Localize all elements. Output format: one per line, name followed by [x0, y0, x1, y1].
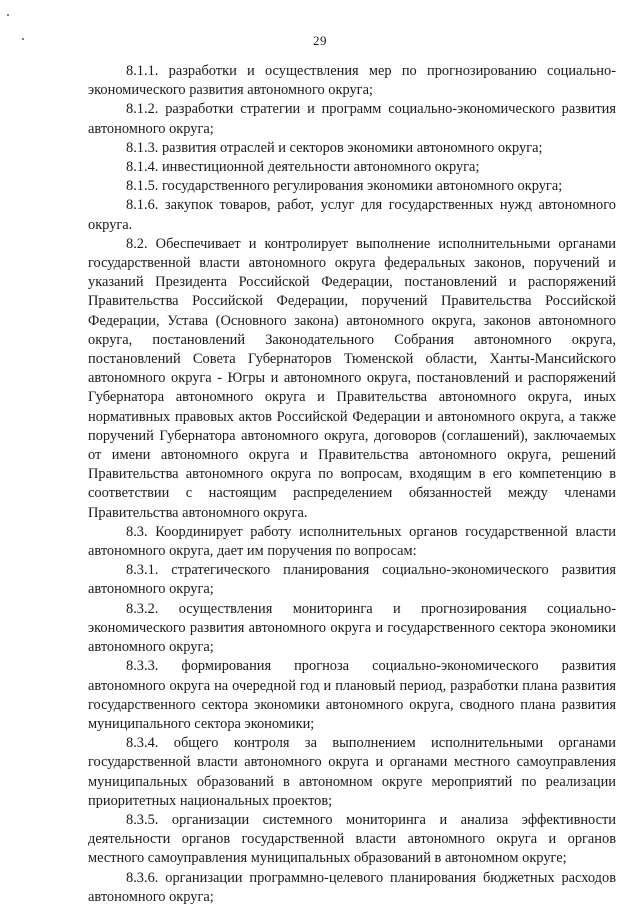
- scan-speck: [7, 14, 9, 16]
- paragraph-8-1-1: 8.1.1. разработки и осуществления мер по прогнозированию социально-экономического развития автономного округа;: [88, 63, 616, 99]
- paragraph-8-3-1: 8.3.1. стратегического планирования социально-экономического развития автономного округа;: [88, 562, 616, 598]
- paragraph-8-1-3: 8.1.3. развития отраслей и секторов экономики автономного округа;: [126, 139, 543, 156]
- paragraph-8-2: 8.2. Обеспечивает и контролирует выполнение исполнительными органами государственной власти автономного округа федеральных законов, поручений и указаний Президента Российской Федерации, постановлений и распоряжений Правительства Российской Федерации, поручений Правительства Российской Федерации, Устава (Основного закона) автономного округа, законов автономного округа, постановлений Законодательного Собрания автономного округа, постановлений Совета Губернаторов Тюменской области, Ханты-Мансийского автономного округа - Югры и автономного округа, постановлений и распоряжений Губернатора автономного округа и Правительства автономного округа, иных нормативных правовых актов Российской Федерации и автономного округа, а также поручений Губернатора автономного округа, договоров (соглашений), заключаемых от имени автономного округа и Правительства автономного округа, решений Правительства автономного округа по вопросам, входящим в его компетенцию в соответствии с настоящим распределением обязанностей между членами Правительства автономного округа.: [88, 235, 616, 521]
- page-number: 29: [313, 33, 327, 48]
- paragraph-8-1-2: 8.1.2. разработки стратегии и программ социально-экономического развития автономного округа;: [88, 101, 616, 137]
- paragraph-8-1-6: 8.1.6. закупок товаров, работ, услуг для государственных нужд автономного округа.: [88, 197, 616, 233]
- paragraph-8-3-2: 8.3.2. осуществления мониторинга и прогнозирования социально-экономического развития автономного округа и государственного сектора экономики автономного округа;: [88, 600, 616, 656]
- paragraph-8-3: 8.3. Координирует работу исполнительных органов государственной власти автономного округа, дает им поручения по вопросам:: [88, 523, 616, 560]
- paragraph-8-3-4: 8.3.4. общего контроля за выполнением исполнительными органами государственной власти автономного округа и органами местного самоуправления муниципальных образований в автономном округе мероприятий по реализации приоритетных национальных проектов;: [88, 735, 616, 809]
- paragraph-8-1-5: 8.1.5. государственного регулирования экономики автономного округа;: [126, 178, 563, 195]
- paragraph-8-3-5: 8.3.5. организации системного мониторинга и анализа эффективности деятельности органов государственной власти автономного округа и органов местного самоуправления муниципальных образований в автономном округе;: [88, 811, 616, 867]
- document-body: [88, 62, 616, 907]
- paragraph-8-1-4: 8.1.4. инвестиционной деятельности автономного округа;: [126, 159, 480, 176]
- paragraph-8-3-6: 8.3.6. организации программно-целевого планирования бюджетных расходов автономного округа;: [88, 869, 616, 905]
- paragraph-8-3-3: 8.3.3. формирования прогноза социально-экономического развития автономного округа на очередной год и плановый период, разработки плана развития государственного сектора экономики автономного округа, сводного плана развития муниципального сектора экономики;: [88, 658, 616, 732]
